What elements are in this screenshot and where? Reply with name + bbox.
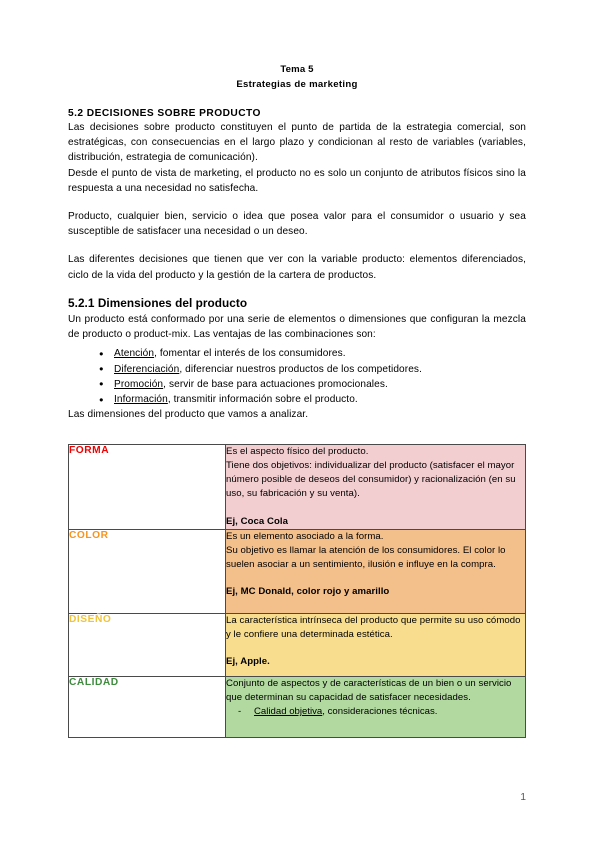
dimension-label: COLOR [69, 529, 109, 541]
dimension-body: La característica intrínseca del producto que permite su uso cómodo y le confiere una determinada estética. [226, 614, 521, 640]
subsection-closing: Las dimensiones del producto que vamos a analizar. [68, 409, 309, 421]
list-item-text: , servir de base para actuaciones promocionales. [163, 378, 388, 390]
section-paragraph-4: Las diferentes decisiones que tienen que ver con la variable producto: elementos diferenciados, ciclo de la vida del producto y la gestión de la cartera de productos. [68, 254, 526, 281]
table-cell-label [69, 444, 226, 529]
list-item-term: Información [114, 394, 168, 406]
subsection-intro: Un producto está conformado por una serie de elementos o dimensiones que configuran la mezcla de producto o product-mix. Las ventajas de las combinaciones son: [68, 313, 526, 341]
paragraph-spacer [68, 196, 526, 209]
section-paragraph-3: Producto, cualquier bien, servicio o idea que posea valor para el consumidor o usuario y sea susceptible de satisfacer una necesidad o un deseo. [68, 211, 526, 238]
document-subtitle: Estrategias de marketing [236, 79, 358, 90]
table-cell-label [69, 529, 226, 613]
table-cell-description [226, 676, 526, 737]
section-paragraph-1: Las decisiones sobre producto constituyen el punto de partida de la estrategia comercial, son estratégicas, con consecuencias en el largo plazo y condicionan al resto de variables (variables, distribución, estrategia de comunicación). [68, 122, 526, 164]
dimension-example: Ej, Apple. [226, 656, 270, 668]
section-paragraph-2: Desde el punto de vista de marketing, el producto no es solo un conjunto de atributos físicos sino la respuesta a una necesidad no satisfecha. [68, 167, 526, 194]
document-content [68, 62, 526, 738]
table-cell-description [226, 529, 526, 613]
list-item-text: , fomentar el interés de los consumidores. [154, 348, 346, 360]
table-row [69, 444, 526, 529]
dimension-label: DISEÑO [69, 613, 112, 625]
sub-item-term: Calidad objetiva [254, 706, 323, 718]
list-item [114, 377, 526, 392]
dimension-label: CALIDAD [69, 676, 119, 688]
sub-item-text: , consideraciones técnicas. [322, 706, 438, 718]
list-item-term: Atención [114, 348, 155, 360]
advantages-list [68, 346, 526, 407]
paragraph-spacer [68, 239, 526, 252]
list-item [114, 362, 526, 377]
document-title: Tema 5 [280, 64, 314, 75]
table-cell-description [226, 613, 526, 676]
table-row [69, 613, 526, 676]
table-row [69, 529, 526, 613]
dimension-label: FORMA [69, 444, 110, 456]
list-item [114, 346, 526, 361]
table-cell-label [69, 613, 226, 676]
section-heading: 5.2 DECISIONES SOBRE PRODUCTO [68, 108, 261, 119]
list-item-text: , diferenciar nuestros productos de los competidores. [179, 363, 422, 375]
list-item-term: Promoción [114, 378, 164, 390]
list-item-term: Diferenciación [114, 363, 180, 375]
dimension-example: Ej, Coca Cola [226, 515, 288, 527]
dimension-sub-item [226, 705, 525, 719]
list-item [114, 392, 526, 407]
dimension-body: Es el aspecto físico del producto. Tiene dos objetivos: individualizar del producto (satisfacer el mayor número posible de deseos del consumidor) y racionalización (en su uso, su fabricación y su venta). [226, 445, 516, 500]
table-cell-description [226, 444, 526, 529]
dimension-example: Ej, MC Donald, color rojo y amarillo [226, 586, 390, 598]
table-row [69, 676, 526, 737]
list-item-text: , transmitir información sobre el producto. [167, 394, 358, 406]
dimension-body: Es un elemento asociado a la forma. Su objetivo es llamar la atención de los consumidores. El color lo suelen asociar a un sentimiento, ilusión e influye en la compra. [226, 530, 506, 571]
page-number: 1 [520, 792, 526, 803]
dimensions-table [68, 444, 526, 738]
table-cell-label [69, 676, 226, 737]
dimension-body: Conjunto de aspectos y de características de un bien o un servicio que determinan su capacidad de satisfacer necesidades. [226, 677, 512, 703]
subsection-heading: 5.2.1 Dimensiones del producto [68, 295, 248, 310]
